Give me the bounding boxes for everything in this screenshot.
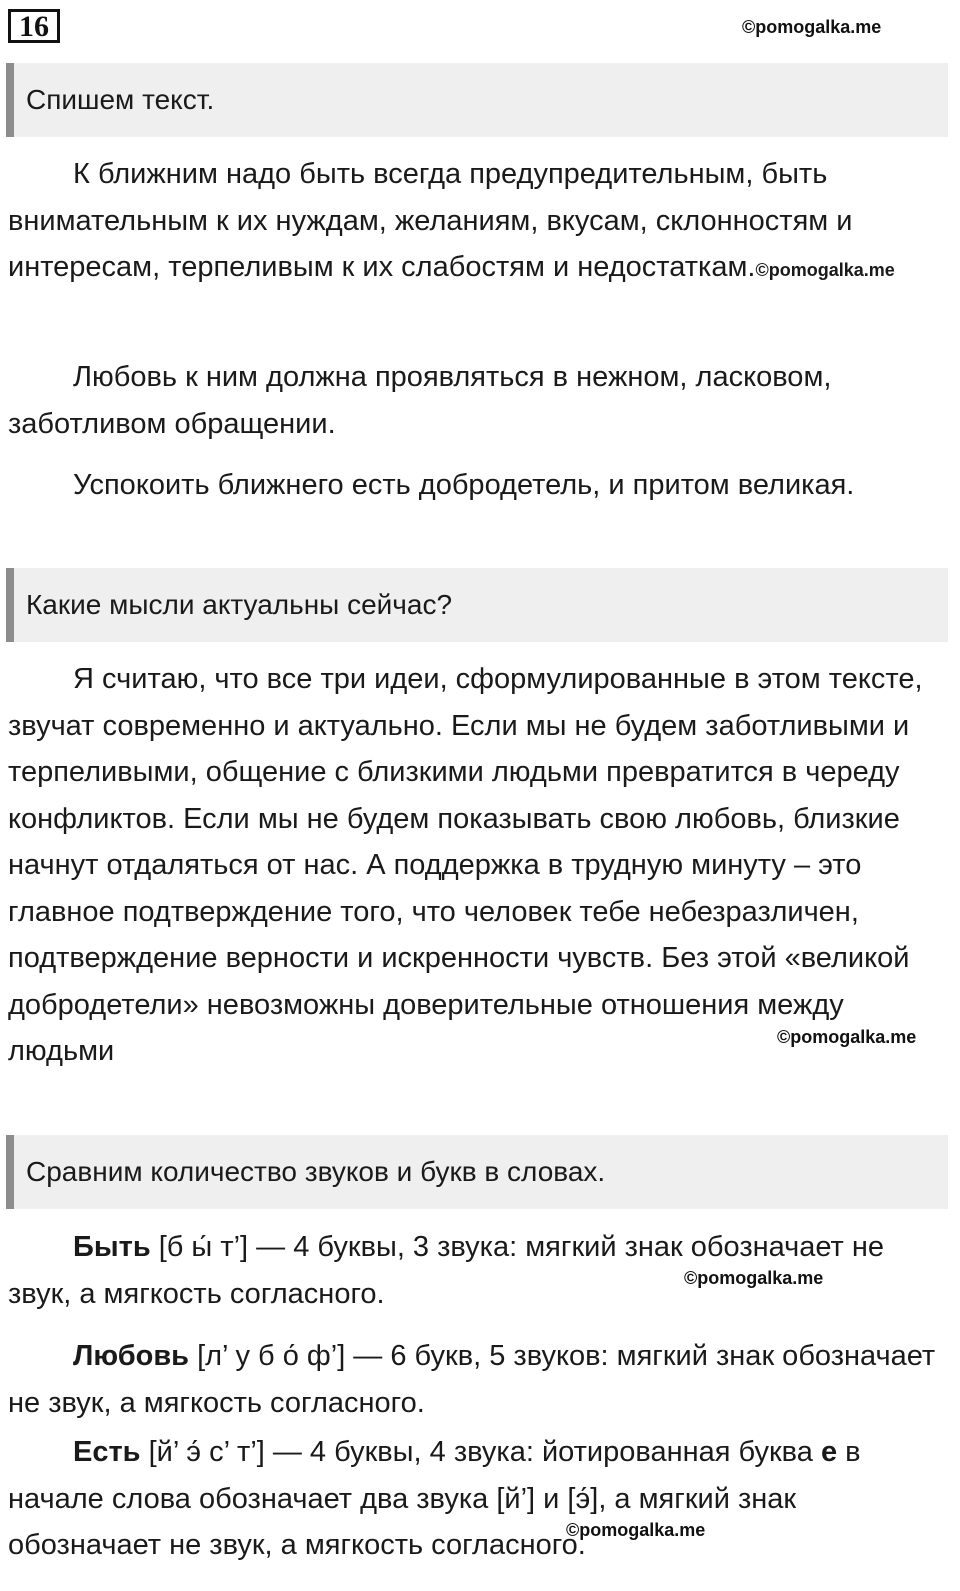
word-description: [л’ у б о́ ф’] — 6 букв, 5 звуков: мягкий знак обозначает не звук, а мягкость согласного. (8, 1340, 936, 1419)
highlighted-letter: е (820, 1436, 838, 1468)
watermark: ©pomogalka.me (742, 17, 882, 37)
watermark: ©pomogalka.me (755, 260, 895, 280)
analysed-word: Быть (73, 1231, 151, 1263)
paragraph-text: Успокоить ближнего есть добродетель, и притом великая. (73, 469, 855, 501)
analysed-word: Есть (73, 1436, 141, 1468)
word-analysis (8, 1429, 938, 1569)
section-header-compare-sounds: Сравним количество звуков и букв в словах. (6, 1135, 948, 1209)
paragraph-text: Я считаю, что все три идеи, сформулированные в этом тексте, звучат современно и актуально. Если мы не будем заботливыми и терпеливыми, общение с близкими людьми превратится в череду конфликтов. Если мы не будем показывать свою любовь, близкие начнут отдаляться от нас. А поддержка в трудную минуту – это главное подтверждение того, что человек тебе небезразличен, подтверждение верности и искренности чувств. Без этой «великой добродетели» невозможны доверительные отношения между людьми (8, 663, 923, 1067)
word-analysis (8, 1333, 938, 1426)
word-description: [б ы́ т’] — 4 буквы, 3 звука: мягкий знак обозначает не звук, а мягкость согласного. (8, 1231, 885, 1310)
word-description: [й’ э́ с’ т’] — 4 буквы, 4 звука: йотированная буква (140, 1436, 821, 1468)
paragraph (8, 151, 938, 294)
analysed-word: Любовь (73, 1340, 190, 1372)
watermark: ©pomogalka.me (566, 1520, 706, 1540)
word-description: в начале слова обозначает два звука [й’] и [э́], а мягкий знак обозначает не звук, а мягкость согласного. (8, 1436, 861, 1561)
page-number: 16 (8, 9, 60, 43)
paragraph (8, 354, 938, 447)
paragraph-text: К ближним надо быть всегда предупредительным, быть внимательным к их нуждам, желаниям, вкусам, склонностям и интересам, терпеливым к их слабостям и недостаткам. (8, 158, 853, 283)
paragraph (8, 656, 938, 1075)
watermark: ©pomogalka.me (684, 1268, 824, 1288)
section-header-relevant-thoughts: Какие мысли актуальны сейчас? (6, 568, 948, 642)
paragraph-text: Любовь к ним должна проявляться в нежном, ласковом, заботливом обращении. (8, 361, 832, 440)
paragraph (8, 462, 938, 509)
section-header-copy-text: Спишем текст. (6, 63, 948, 137)
watermark: ©pomogalka.me (777, 1027, 917, 1047)
